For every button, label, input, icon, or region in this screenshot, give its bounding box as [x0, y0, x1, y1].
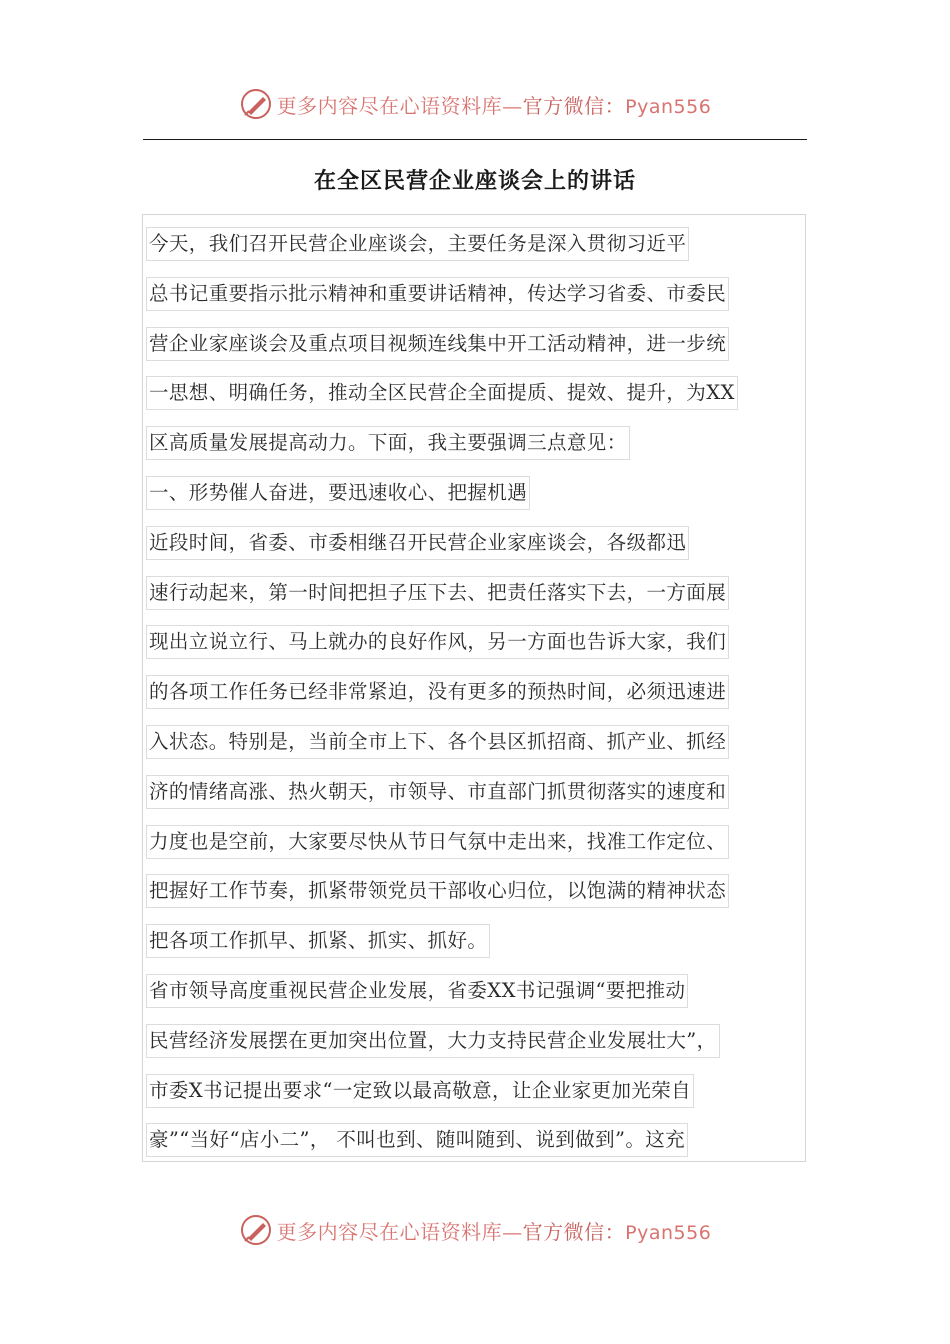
text-line: [146, 873, 729, 909]
text-line-content: 现出立说立行、马上就办的良好作风，另一方面也告诉大家，我们: [146, 625, 729, 659]
text-line: [146, 375, 738, 411]
text-line: [146, 425, 630, 461]
header-divider: [143, 139, 807, 140]
text-line-content: 营企业家座谈会及重点项目视频连线集中开工活动精神，进一步统: [146, 327, 729, 361]
text-line: [146, 276, 729, 312]
pen-logo-icon: [239, 87, 273, 121]
text-line: [146, 1122, 688, 1158]
text-line-content: 豪”“当好“店小二”， 不叫也到、随叫随到、说到做到”。这充: [146, 1123, 688, 1157]
text-line-content: 民营经济发展摆在更加突出位置，大力支持民营企业发展壮大”，: [146, 1024, 720, 1058]
text-line-content: 济的情绪高涨、热火朝天，市领导、市直部门抓贯彻落实的速度和: [146, 775, 729, 809]
banner-text: 更多内容尽在心语资料库—: [276, 1219, 523, 1244]
text-line-content: 一思想、明确任务，推动全区民营企全面提质、提效、提升，为XX: [146, 376, 738, 410]
text-line: [146, 624, 729, 660]
text-line-content: 速行动起来，第一时间把担子压下去、把责任落实下去，一方面展: [146, 576, 729, 610]
text-line: [146, 1023, 720, 1059]
text-line: [146, 575, 729, 611]
text-line-content: 今天，我们召开民营企业座谈会，主要任务是深入贯彻习近平: [146, 227, 689, 261]
text-line-content: 入状态。特别是，当前全市上下、各个县区抓招商、抓产业、抓经: [146, 725, 729, 759]
text-line: [146, 525, 689, 561]
text-line-content: 区高质量发展提高动力。下面，我主要强调三点意见：: [146, 426, 630, 460]
text-line-content: 近段时间，省委、市委相继召开民营企业家座谈会，各级都迅: [146, 526, 689, 560]
footer-watermark: [0, 1210, 950, 1250]
text-line: [146, 923, 490, 959]
text-line: [146, 724, 729, 760]
pen-logo-icon: [239, 1213, 273, 1247]
header-watermark: [0, 84, 950, 124]
text-line: [146, 774, 729, 810]
text-line: [146, 226, 689, 262]
banner-wechat-label: 官方微信：: [522, 93, 626, 118]
text-line: [146, 824, 729, 860]
banner-wechat-label: 官方微信：: [522, 1219, 626, 1244]
text-line: [146, 1073, 694, 1109]
text-line: [146, 475, 530, 511]
text-line-content: 的各项工作任务已经非常紧迫，没有更多的预热时间，必须迅速进: [146, 675, 729, 709]
banner-text: 更多内容尽在心语资料库—: [276, 93, 523, 118]
text-line-content: 把握好工作节奏，抓紧带领党员干部收心归位，以饱满的精神状态: [146, 874, 729, 908]
text-line: [146, 973, 688, 1009]
document-title: 在全区民营企业座谈会上的讲话: [313, 169, 636, 194]
text-line: [146, 674, 729, 710]
text-line: [146, 326, 729, 362]
text-line-content: 市委X书记提出要求“一定致以最高敬意，让企业家更加光荣自: [146, 1074, 694, 1108]
text-line-content: 力度也是空前，大家要尽快从节日气氛中走出来，找准工作定位、: [146, 825, 729, 859]
text-line-content: 把各项工作抓早、抓紧、抓实、抓好。: [146, 924, 490, 958]
text-line-content: 一、形势催人奋进，要迅速收心、把握机遇: [146, 476, 530, 510]
banner-wechat-id: Pyan556: [625, 1221, 712, 1244]
text-line-content: 省市领导高度重视民营企业发展，省委XX书记强调“要把推动: [146, 974, 688, 1008]
text-line-content: 总书记重要指示批示精神和重要讲话精神，传达学习省委、市委民: [146, 277, 729, 311]
banner-wechat-id: Pyan556: [625, 95, 712, 118]
